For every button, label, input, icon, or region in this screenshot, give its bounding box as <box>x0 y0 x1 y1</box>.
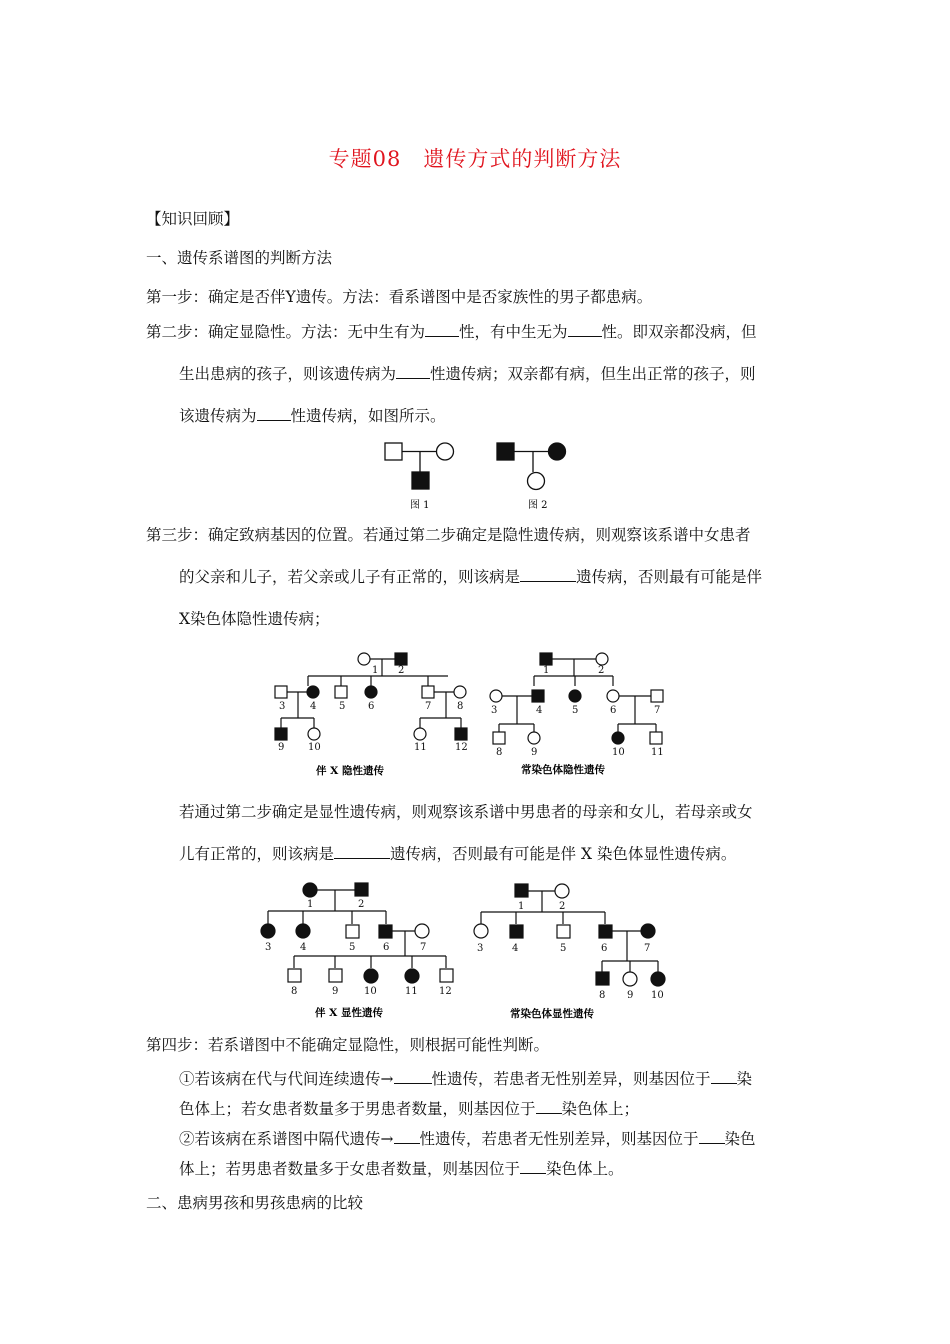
individual-number: 8 <box>599 990 606 1001</box>
dominant-text: 遗传病，否则最有可能是伴 X 染色体显性遗传病。 <box>390 845 737 863</box>
answer-blank[interactable] <box>394 1069 432 1084</box>
answer-blank[interactable] <box>568 322 602 337</box>
fig2-label: 图 2 <box>528 500 548 511</box>
step4-item1-line2 <box>179 1098 639 1120</box>
individual-number: 6 <box>610 705 617 716</box>
individual-number: 1 <box>307 899 314 910</box>
individual-number: 12 <box>439 986 452 997</box>
individual-number: 11 <box>414 742 427 753</box>
individual-number: 7 <box>644 943 651 954</box>
individual-number: 10 <box>651 990 664 1001</box>
individual-number: 2 <box>358 899 365 910</box>
step2-line2 <box>179 363 756 385</box>
step4-item2-line1 <box>179 1128 756 1150</box>
answer-blank[interactable] <box>711 1069 737 1084</box>
individual-number: 1 <box>518 901 525 912</box>
answer-blank[interactable] <box>536 1099 562 1114</box>
individual-number: 8 <box>457 701 464 712</box>
step4-text: 色体上；若女患者数量多于男患者数量，则基因位于 <box>179 1100 536 1118</box>
step4-item1-line1 <box>179 1068 752 1090</box>
individual-number: 9 <box>332 986 339 997</box>
dominant-line1: 若通过第二步确定是显性遗传病，则观察该系谱中男患者的母亲和女儿，若母亲或女 <box>179 803 753 821</box>
individual-number: 5 <box>339 701 346 712</box>
answer-blank[interactable] <box>334 844 390 859</box>
step2-line3 <box>179 405 446 427</box>
step4-text: 染 <box>736 1070 753 1088</box>
step4-line1: 第四步：若系谱图中不能确定显隐性，则根据可能性判断。 <box>146 1036 550 1054</box>
dominant-text: 儿有正常的，则该病是 <box>179 845 335 863</box>
individual-number: 7 <box>425 701 432 712</box>
individual-number: 6 <box>601 943 608 954</box>
individual-number: 4 <box>300 942 307 953</box>
heading-1: 一、遗传系谱图的判断方法 <box>146 249 333 267</box>
step4-text: ②若该病在系谱图中隔代遗传→ <box>179 1130 394 1148</box>
heading-2: 二、患病男孩和男孩患病的比较 <box>146 1194 364 1212</box>
individual-number: 1 <box>543 665 550 676</box>
fig1-label: 图 1 <box>410 500 430 511</box>
step4-text: 染色体上。 <box>546 1160 624 1178</box>
step3-line1: 第三步：确定致病基因的位置。若通过第二步确定是隐性遗传病，则观察该系谱中女患者 <box>146 526 751 544</box>
step2-text: 性遗传病，如图所示。 <box>290 407 446 425</box>
recessive-pedigrees <box>268 646 678 780</box>
answer-blank[interactable] <box>257 406 291 421</box>
step2-line1 <box>146 321 757 343</box>
individual-number: 12 <box>455 742 468 753</box>
step3-text: 的父亲和儿子，若父亲或儿子有正常的，则该病是 <box>179 568 521 586</box>
individual-number: 9 <box>531 747 538 758</box>
step4-text: 性遗传，若患者无性别差异，则基因位于 <box>431 1070 711 1088</box>
answer-blank[interactable] <box>520 567 576 582</box>
normal-female-symbol <box>528 473 545 490</box>
answer-blank[interactable] <box>699 1129 725 1144</box>
individual-number: 8 <box>291 986 298 997</box>
step2-text: 该遗传病为 <box>179 407 257 425</box>
individual-number: 6 <box>368 701 375 712</box>
individual-number: 2 <box>559 901 566 912</box>
individual-number: 8 <box>496 747 503 758</box>
individual-number: 3 <box>265 942 272 953</box>
individual-number: 3 <box>491 705 498 716</box>
individual-number: 5 <box>572 705 579 716</box>
step2-text: 第二步：确定显隐性。方法：无中生有为 <box>146 323 426 341</box>
step2-text: 性，有中生无为 <box>459 323 568 341</box>
step4-text: ①若该病在代与代间连续遗传→ <box>179 1070 394 1088</box>
individual-number: 3 <box>279 701 286 712</box>
dominant-pedigrees <box>255 876 685 1024</box>
individual-number: 1 <box>372 665 379 676</box>
individual-number: 9 <box>278 742 285 753</box>
answer-blank[interactable] <box>520 1159 546 1174</box>
step2-text: 性。即双亲都没病，但 <box>601 323 757 341</box>
individual-number: 11 <box>405 986 418 997</box>
step3-line3: X染色体隐性遗传病； <box>179 610 330 628</box>
step4-item2-line2 <box>179 1158 624 1180</box>
individual-number: 7 <box>420 942 427 953</box>
caption-x-recessive: 伴 X 隐性遗传 <box>316 765 384 777</box>
individual-number: 3 <box>477 943 484 954</box>
step4-text: 性遗传，若患者无性别差异，则基因位于 <box>419 1130 699 1148</box>
step4-text: 染色体上； <box>561 1100 640 1118</box>
step1-text: 第一步：确定是否伴Y遗传。方法：看系谱图中是否家族性的男子都患病。 <box>146 288 653 306</box>
individual-number: 5 <box>349 942 356 953</box>
individual-number: 7 <box>654 705 661 716</box>
caption-x-dominant: 伴 X 显性遗传 <box>315 1007 383 1019</box>
step2-text: 生出患病的孩子，则该遗传病为 <box>179 365 397 383</box>
affected-male-symbol <box>412 472 429 489</box>
section-tag: 【知识回顾】 <box>146 210 240 228</box>
individual-number: 6 <box>383 942 390 953</box>
page-title: 专题08 遗传方式的判断方法 <box>328 147 622 171</box>
individual-number: 10 <box>308 742 321 753</box>
caption-autosomal-recessive: 常染色体隐性遗传 <box>521 764 605 776</box>
answer-blank[interactable] <box>425 322 459 337</box>
affected-female-symbol <box>549 443 566 460</box>
individual-number: 2 <box>598 665 605 676</box>
individual-number: 4 <box>310 701 317 712</box>
individual-number: 11 <box>651 747 664 758</box>
normal-male-symbol <box>385 443 402 460</box>
pedigree-fig1-fig2 <box>370 436 580 516</box>
step3-line2 <box>179 566 762 588</box>
step4-text: 染色 <box>724 1130 756 1148</box>
step4-text: 体上；若男患者数量多于女患者数量，则基因位于 <box>179 1160 521 1178</box>
answer-blank[interactable] <box>394 1129 420 1144</box>
dominant-line2 <box>179 843 736 865</box>
individual-number: 4 <box>512 943 519 954</box>
step2-text: 性遗传病；双亲都有病，但生出正常的孩子，则 <box>430 365 756 383</box>
caption-autosomal-dominant: 常染色体显性遗传 <box>510 1008 594 1020</box>
normal-female-symbol <box>437 443 454 460</box>
answer-blank[interactable] <box>396 364 430 379</box>
individual-number: 10 <box>612 747 625 758</box>
individual-number: 5 <box>560 943 567 954</box>
affected-male-symbol <box>497 443 514 460</box>
individual-number: 9 <box>627 990 634 1001</box>
step3-text: 遗传病，否则最有可能是伴 <box>576 568 763 586</box>
individual-number: 2 <box>398 665 405 676</box>
individual-number: 10 <box>364 986 377 997</box>
individual-number: 4 <box>536 705 543 716</box>
